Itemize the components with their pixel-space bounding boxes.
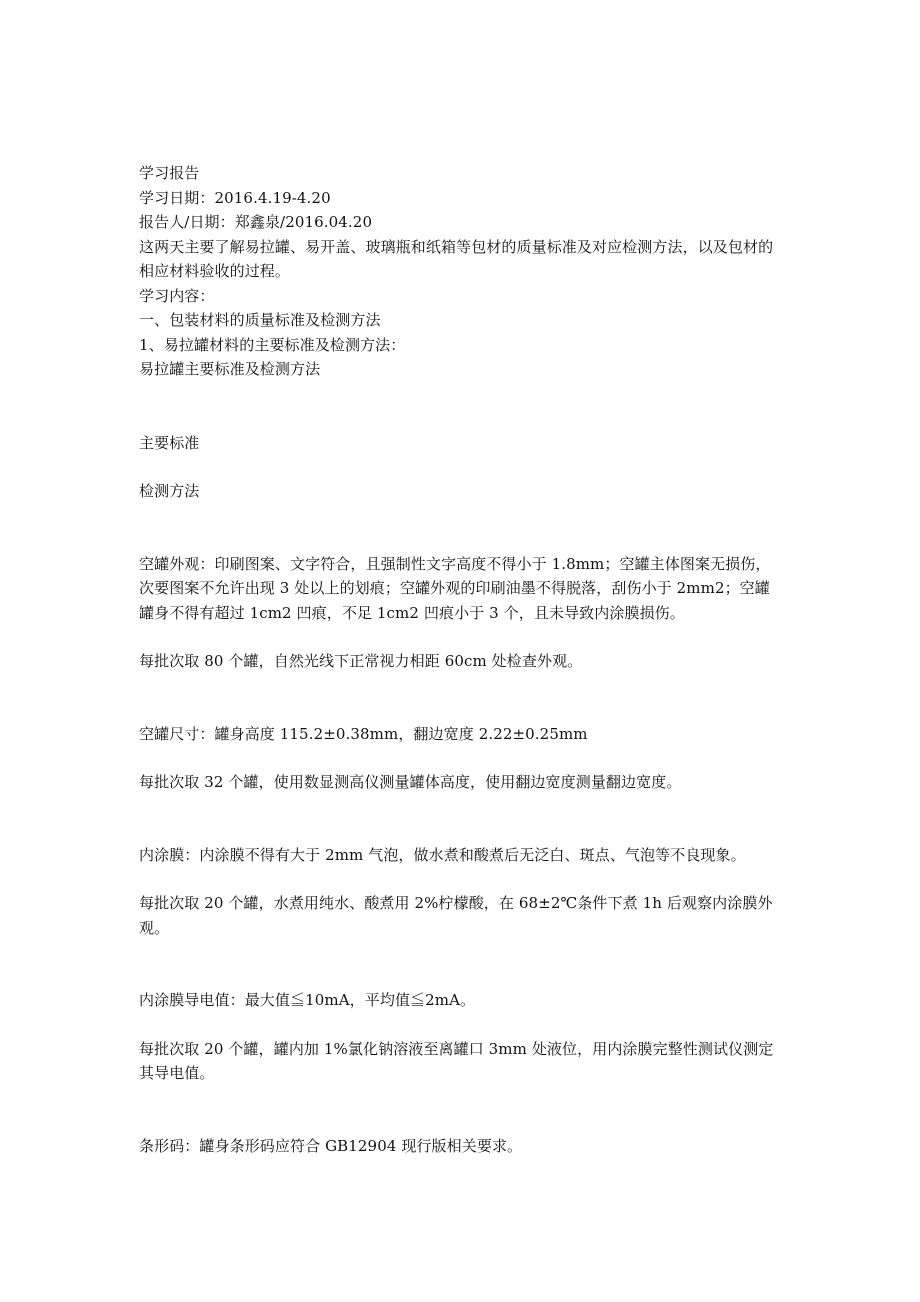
document-body — [139, 161, 784, 1158]
standard-dimensions: 空罐尺寸：罐身高度 115.2±0.38mm，翻边宽度 2.22±0.25mm — [139, 724, 588, 743]
spacer — [139, 504, 784, 552]
method-appearance: 每批次取 80 个罐，自然光线下正常视力相距 60cm 处检查外观。 — [139, 652, 583, 670]
spacer — [139, 867, 784, 891]
study-date: 学习日期：2016.4.19-4.20 — [139, 188, 331, 207]
content-label: 学习内容： — [139, 286, 215, 305]
column-header-method: 检测方法 — [139, 482, 200, 500]
spacer — [139, 455, 784, 479]
section-heading: 一、包装材料的质量标准及检测方法 — [139, 311, 381, 329]
table-caption: 易拉罐主要标准及检测方法 — [139, 360, 321, 378]
standard-barcode: 条形码：罐身条形码应符合 GB12904 现行版相关要求。 — [139, 1136, 523, 1155]
method-conductivity: 每批次取 20 个罐，罐内加 1%氯化钠溶液至离罐口 3mm 处液位，用内涂膜完整性测试仪测定其导电值。 — [139, 1039, 774, 1082]
intro-paragraph: 这两天主要了解易拉罐、易开盖、玻璃瓶和纸箱等包材的质量标准及对应检测方法，以及包材的相应材料验收的过程。 — [139, 237, 774, 280]
spacer — [139, 382, 784, 431]
spacer — [139, 795, 784, 843]
column-header-standard: 主要标准 — [139, 433, 200, 452]
document-title: 学习报告 — [139, 164, 200, 182]
reporter-date: 报告人/日期：郑鑫泉/2016.04.20 — [139, 213, 373, 231]
spacer — [139, 1013, 784, 1037]
spacer — [139, 674, 784, 722]
spacer — [139, 1086, 784, 1134]
standard-inner-coating: 内涂膜：内涂膜不得有大于 2mm 气泡，做水煮和酸煮后无泛白、斑点、气泡等不良现象。 — [139, 845, 746, 864]
method-dimensions: 每批次取 32 个罐，使用数显测高仪测量罐体高度，使用翻边宽度测量翻边宽度。 — [139, 773, 682, 791]
method-inner-coating: 每批次取 20 个罐，水煮用纯水、酸煮用 2%柠檬酸，在 68±2℃条件下煮 1h 后观察内涂膜外观。 — [139, 894, 773, 937]
spacer — [139, 746, 784, 770]
standard-appearance: 空罐外观：印刷图案、文字符合，且强制性文字高度不得小于 1.8mm；空罐主体图案无损伤，次要图案不允许出现 3 处以上的划痕；空罐外观的印刷油墨不得脱落，刮伤小于 2mm2；空罐罐身不得有超过 1cm2 凹痕，不足 1cm2 凹痕小于 3 个，且未导致内涂膜损伤。 — [139, 554, 771, 622]
subsection-heading: 1、易拉罐材料的主要标准及检测方法： — [139, 335, 406, 354]
spacer — [139, 940, 784, 988]
standard-conductivity: 内涂膜导电值：最大值≦10mA，平均值≦2mA。 — [139, 991, 476, 1009]
spacer — [139, 625, 784, 649]
